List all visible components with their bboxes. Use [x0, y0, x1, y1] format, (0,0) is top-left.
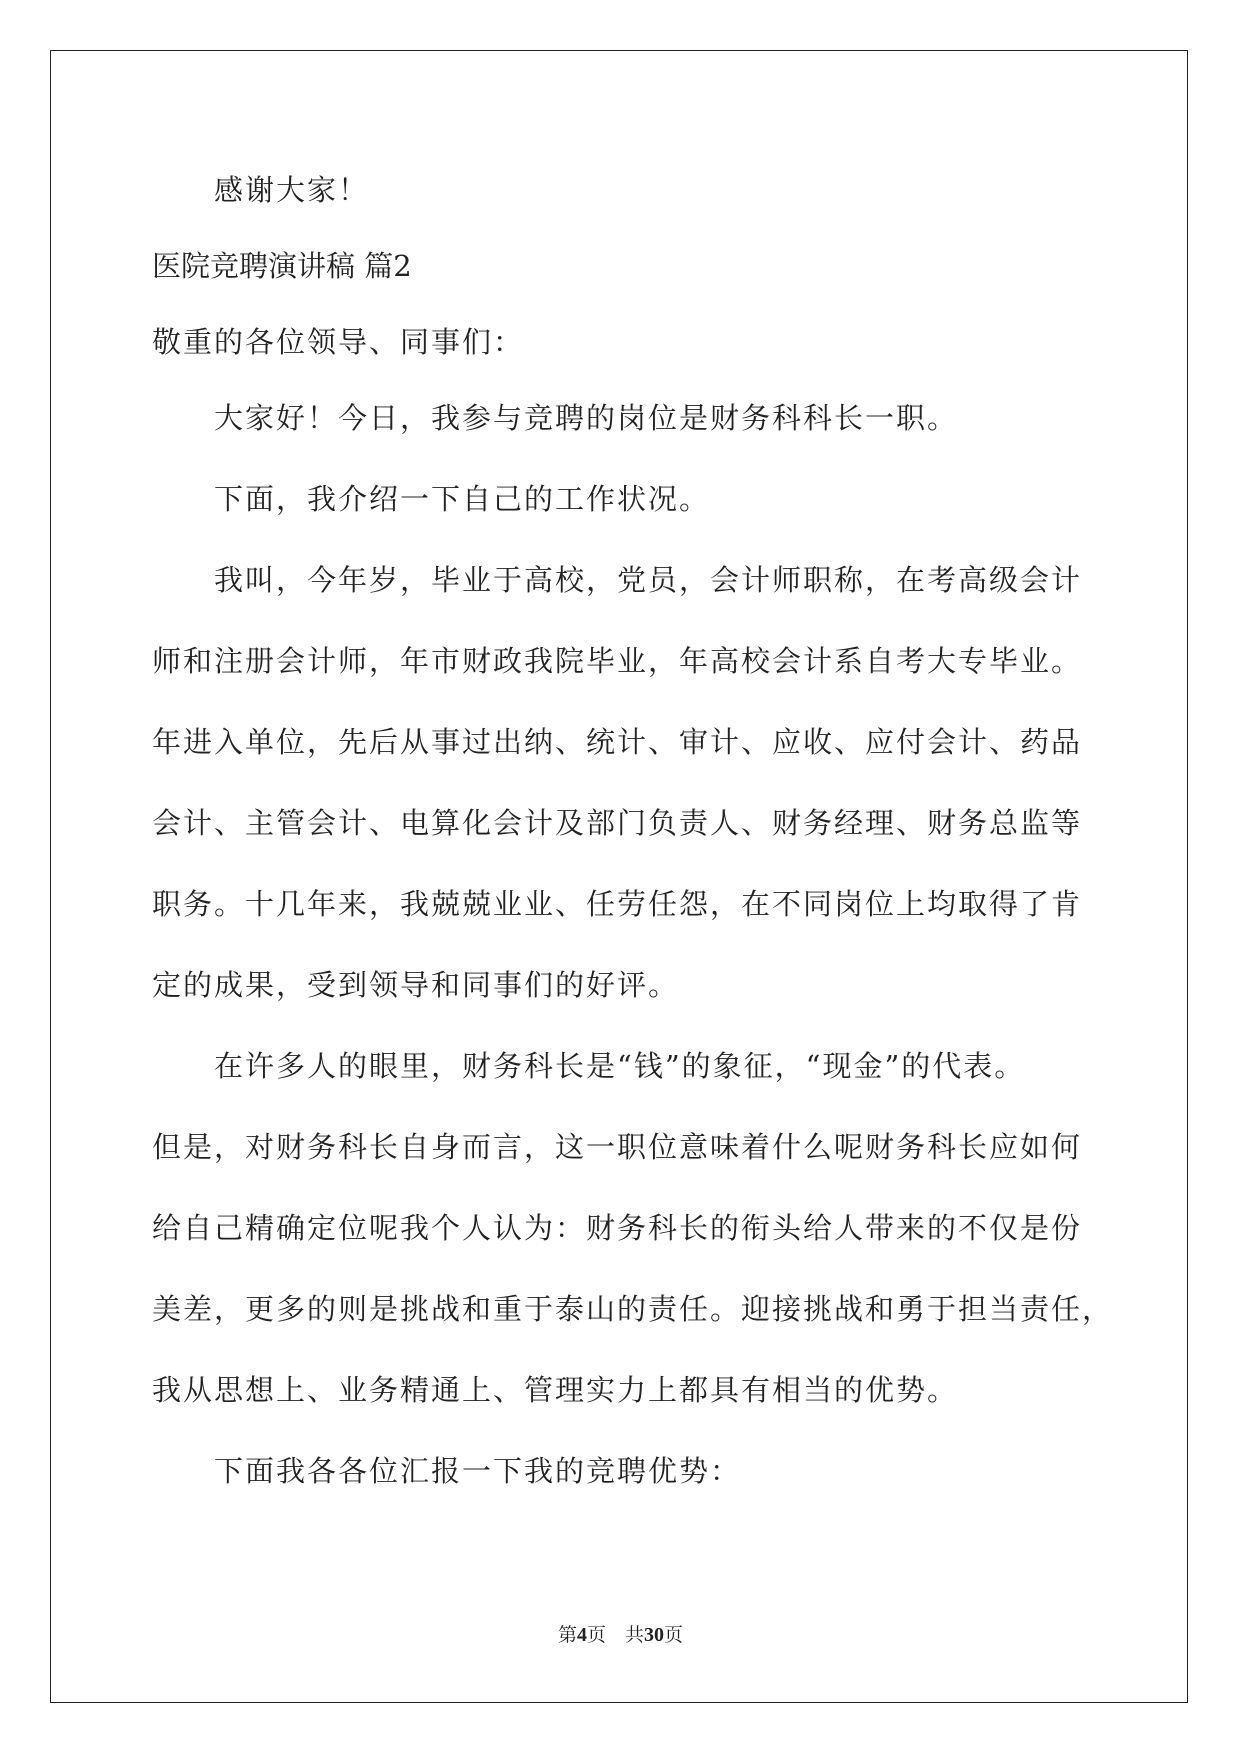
paragraph-line: 我叫，今年岁，毕业于高校，党员，会计师职称，在考高级会计 — [214, 563, 1083, 597]
salutation: 敬重的各位领导、同事们： — [152, 325, 525, 359]
paragraph-line: 年进入单位，先后从事过出纳、统计、审计、应收、应付会计、药品 — [152, 725, 1083, 759]
total-pages-number: 30 — [644, 1624, 664, 1646]
current-page-number: 4 — [576, 1624, 587, 1646]
paragraph-line: 在许多人的眼里，财务科长是“钱”的象征，“现金”的代表。 — [214, 1049, 1026, 1083]
paragraph-line: 会计、主管会计、电算化会计及部门负责人、财务经理、财务总监等 — [152, 806, 1083, 840]
footer-middle: 页 共 — [586, 1624, 644, 1646]
paragraph-line: 定的成果，受到领导和同事们的好评。 — [152, 968, 680, 1002]
footer-prefix: 第 — [557, 1624, 577, 1646]
section-title: 医院竞聘演讲稿 篇2 — [152, 249, 412, 283]
document-body — [152, 160, 1112, 1522]
paragraph-line: 我从思想上、业务精通上、管理实力上都具有相当的优势。 — [152, 1373, 959, 1407]
paragraph-line: 给自己精确定位呢我个人认为：财务科长的衔头给人带来的不仅是份 — [152, 1211, 1083, 1245]
paragraph-line: 大家好！今日，我参与竞聘的岗位是财务科科长一职。 — [214, 401, 959, 435]
paragraph-line: 下面，我介绍一下自己的工作状况。 — [214, 482, 711, 516]
paragraph-line: 师和注册会计师，年市财政我院毕业，年高校会计系自考大专毕业。 — [152, 644, 1083, 678]
paragraph-line: 美差，更多的则是挑战和重于泰山的责任。迎接挑战和勇于担当责任， — [152, 1292, 1114, 1326]
paragraph-line: 感谢大家！ — [214, 173, 370, 207]
paragraph-line: 下面我各各位汇报一下我的竞聘优势： — [214, 1454, 742, 1488]
page-footer — [0, 1620, 1241, 1647]
footer-suffix: 页 — [664, 1624, 684, 1646]
paragraph-line: 但是，对财务科长自身而言，这一职位意味着什么呢财务科长应如何 — [152, 1130, 1083, 1164]
paragraph-line: 职务。十几年来，我兢兢业业、任劳任怨，在不同岗位上均取得了肯 — [152, 887, 1083, 921]
